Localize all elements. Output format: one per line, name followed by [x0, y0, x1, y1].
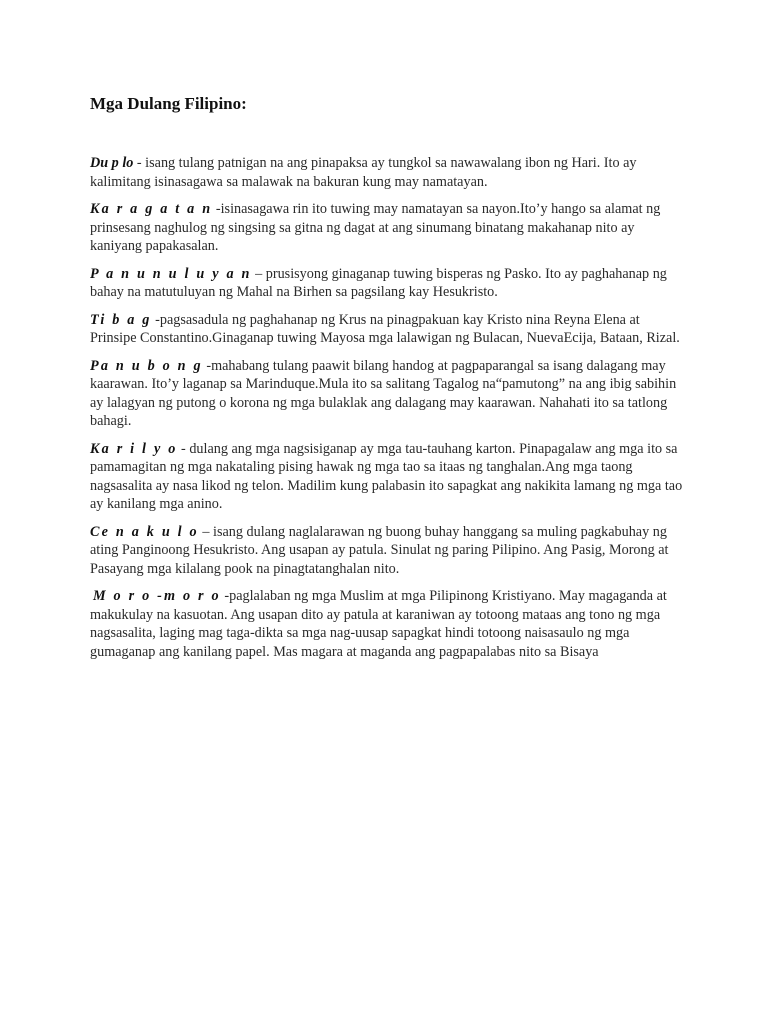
entry-duplo	[90, 154, 686, 191]
entry-tibag	[90, 311, 686, 348]
document-title: Mga Dulang Filipino:	[90, 94, 247, 113]
entry-term: Ka r i l y o	[90, 440, 178, 457]
entry-text: -isinasagawa rin ito tuwing may namatayan sa nayon.Ito’y hango sa alamat ng prinsesang naghulog ng singsing sa gitna ng dagat at ang sinumang binatang makahanap nito ay kaniyang papakasalan.	[90, 201, 661, 254]
entry-moro-moro	[90, 587, 686, 661]
entry-cenakulo	[90, 523, 686, 579]
entry-panubong	[90, 357, 686, 431]
entry-text: -pagsasadula ng paghahanap ng Krus na pinagpakuan kay Kristo nina Reyna Elena at Prinsipe Constantino.Ginaganap tuwing Mayosa mga lalawigan ng Bulacan, NuevaEcija, Bataan, Rizal.	[90, 311, 680, 346]
entry-karagatan	[90, 200, 686, 256]
entry-text: -mahabang tulang paawit bilang handog at pagpaparangal sa isang dalagang may kaarawan. Ito’y laganap sa Marinduque.Mula ito sa salitang Tagalog na“pamutong” na ang ibig sabihin ay lalagyan ng putong o korona ng mga bulaklak ang dalagang may kaarawan. Nahahati ito sa tatlong bahagi.	[90, 357, 677, 429]
entry-panunuluyan	[90, 265, 686, 302]
entry-list	[90, 154, 686, 670]
entry-term: M o r o -m o r o	[93, 588, 221, 604]
entry-term: Ti b a g	[90, 311, 152, 328]
entry-text: - dulang ang mga nagsisiganap ay mga tau-tauhang karton. Pinapagalaw ang mga ito sa pamamagitan ng mga nakataling pising hawak ng mga tao sa itaas ng tanghalan.Ang mga taong nagsasalita ay nasa likod ng telon. Madilim kung palabasin ito sapagkat ang nakikita lamang ng mga tao ay kanilang mga anino.	[90, 440, 683, 512]
entry-text: - isang tulang patnigan na ang pinapaksa ay tungkol sa nawawalang ibon ng Hari. Ito ay kalimitang isinasagawa sa malawak na bakuran kung may namatayan.	[90, 155, 637, 190]
entry-text: -paglalaban ng mga Muslim at mga Pilipinong Kristiyano. May magaganda at makukulay na kasuotan. Ang usapan dito ay patula at karaniwan ay totoong mataas ang tono ng mga nagsasalita, laging mag taga-dikta sa mga nag-uusap sapagkat hindi totoong naisasaulo ng mga gumaganap ang kanilang papel. Mas magara at maganda ang pagpapalabas nito sa Bisaya	[90, 588, 667, 660]
entry-text: – prusisyong ginaganap tuwing bisperas ng Pasko. Ito ay paghahanap ng bahay na matutuluyan ng Mahal na Birhen sa pagsilang kay Hesukristo.	[90, 265, 667, 300]
entry-term: Du p lo	[90, 155, 134, 171]
entry-term: P a n u n u l u y a n	[90, 265, 252, 282]
entry-karilyo	[90, 440, 686, 514]
entry-term: Ce n a k u l o	[90, 523, 199, 540]
entry-text: – isang dulang naglalarawan ng buong buhay hanggang sa muling pagkabuhay ng ating Panginoong Hesukristo. Ang usapan ay patula. Sinulat ng paring Pilipino. Ang Pasig, Morong at Pasayang mga kilalang pook na pinagtatanghalan nito.	[90, 523, 669, 577]
entry-term: Pa n u b o n g	[90, 357, 203, 374]
entry-term: Ka r a g a t a n	[90, 201, 213, 217]
